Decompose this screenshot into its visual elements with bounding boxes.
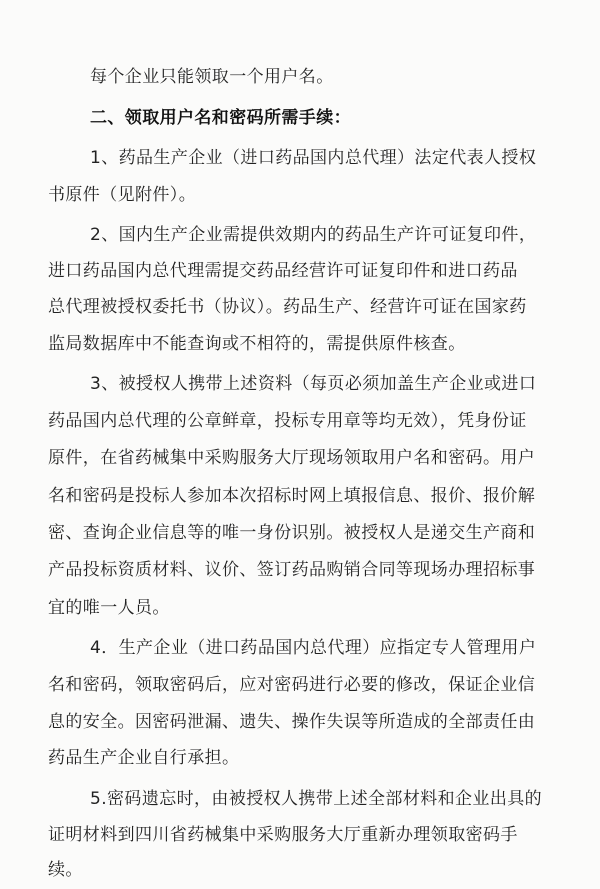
text-line: 进口药品国内总代理需提交药品经营许可证复印件和进口药品	[48, 261, 518, 281]
text-line: 续。	[48, 860, 83, 880]
text-line: 总代理被授权委托书（协议）。药品生产、经营许可证在国家药	[48, 297, 527, 317]
text-line: 每个企业只能领取一个用户名。	[90, 67, 334, 87]
text-line: 名和密码是投标人参加本次招标时网上填报信息、报价、报价解	[48, 486, 536, 506]
text-line: 原件，在省药械集中采购服务大厅现场领取用户名和密码。用户	[48, 448, 536, 468]
text-line: 1、药品生产企业（进口药品国内总代理）法定代表人授权	[90, 148, 537, 168]
text-line: 监局数据库中不能查询或不相符的，需提供原件核查。	[48, 334, 466, 354]
text-line: 密、查询企业信息等的唯一身份识别。被授权人是递交生产商和	[48, 523, 536, 543]
text-line: 4．生产企业（进口药品国内总代理）应指定专人管理用户	[90, 638, 537, 658]
text-line: 产品投标资质材料、议价、签订药品购销合同等现场办理招标事	[48, 560, 536, 580]
text-line: 名和密码，领取密码后，应对密码进行必要的修改，保证企业信	[48, 675, 536, 695]
text-line: 药品生产企业自行承担。	[48, 748, 240, 768]
text-line: 息的安全。因密码泄漏、遗失、操作失误等所造成的全部责任由	[48, 712, 536, 732]
text-line: 书原件（见附件）。	[48, 185, 197, 205]
text-line: 证明材料到四川省药械集中采购服务大厅重新办理领取密码手	[48, 825, 518, 845]
text-line: 宜的唯一人员。	[48, 598, 170, 618]
text-line: 3、被授权人携带上述资料（每页必须加盖生产企业或进口	[90, 374, 537, 394]
section-heading: 二、领取用户名和密码所需手续：	[90, 108, 351, 128]
text-line: 5.密码遗忘时，由被授权人携带上述全部材料和企业出具的	[90, 789, 543, 809]
text-line: 2、国内生产企业需提供效期内的药品生产许可证复印件，	[90, 225, 537, 245]
text-line: 药品国内总代理的公章鲜章，投标专用章等均无效），凭身份证	[48, 411, 527, 431]
